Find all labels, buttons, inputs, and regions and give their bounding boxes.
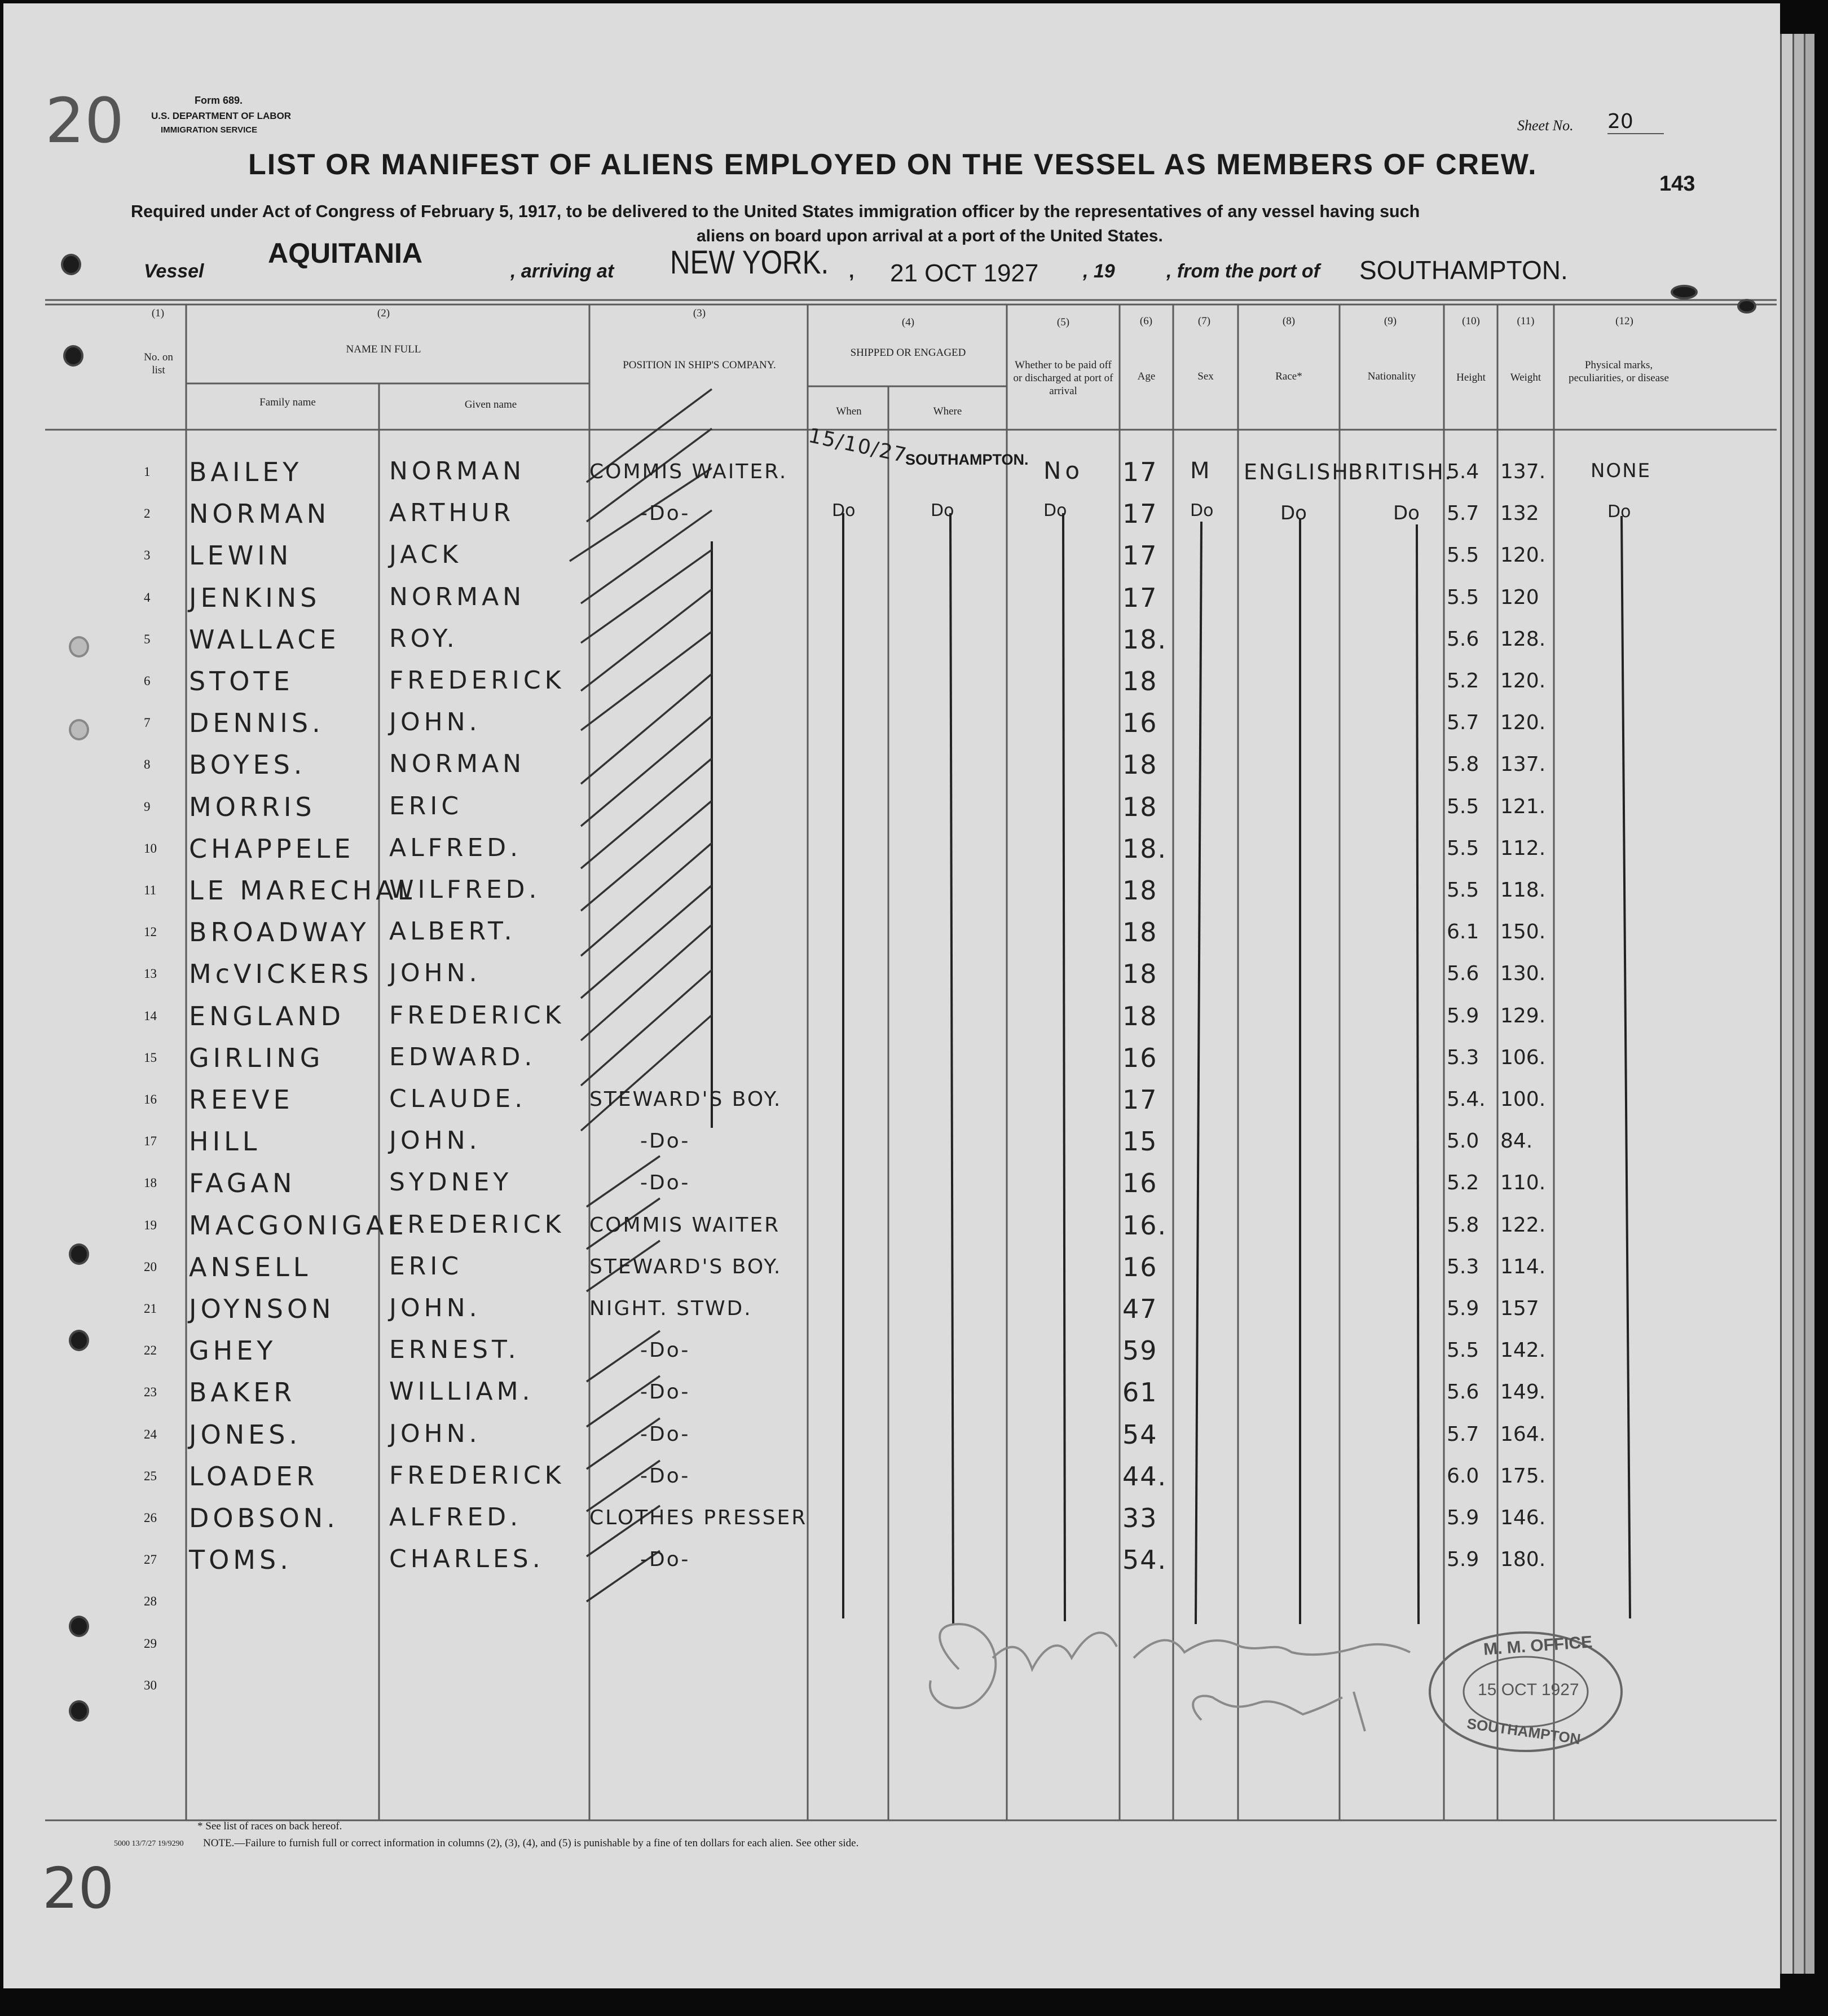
row-number: 25	[144, 1468, 157, 1483]
age: 15	[1122, 1126, 1158, 1157]
given-name: ERIC	[389, 791, 463, 820]
row-number: 9	[144, 799, 151, 814]
row-number: 7	[144, 716, 151, 730]
weight: 112.	[1500, 836, 1546, 860]
col-7-header: Sex	[1197, 370, 1214, 382]
age: 16.	[1122, 1210, 1168, 1241]
vessel-label: Vessel	[144, 261, 204, 282]
family-name: BOYES.	[189, 749, 306, 780]
col-2-given: Given name	[464, 399, 517, 411]
row-number: 12	[144, 925, 157, 939]
weight: 157	[1500, 1297, 1539, 1320]
family-name: REEVE	[189, 1084, 294, 1115]
stamp-port: SOUTHAMPTON	[1465, 1715, 1582, 1748]
age: 33	[1122, 1503, 1158, 1533]
position: -Do-	[640, 1380, 690, 1404]
age: 16	[1122, 708, 1158, 739]
row-number: 5	[144, 632, 151, 646]
position: STEWARD'S BOY.	[589, 1255, 782, 1278]
age: 47	[1122, 1294, 1158, 1324]
position: CLOTHES PRESSER	[589, 1506, 808, 1529]
age: 18	[1122, 917, 1158, 948]
family-name: JENKINS	[189, 582, 321, 613]
age: 18.	[1122, 624, 1168, 655]
height: 5.5	[1447, 836, 1479, 860]
col-8-header: Race*	[1275, 370, 1302, 382]
subtitle-line-2: aliens on board upon arrival at a port of the United States.	[697, 227, 1163, 245]
age: 44.	[1122, 1461, 1168, 1492]
age: 18	[1122, 791, 1158, 822]
col-12-num: (12)	[1615, 315, 1633, 327]
family-name: TOMS.	[189, 1545, 292, 1576]
page-edge	[1804, 34, 1814, 1974]
col-4-when: When	[836, 405, 862, 417]
given-name: ALBERT.	[389, 917, 516, 946]
row-number: 17	[144, 1134, 157, 1149]
age: 16	[1122, 1251, 1158, 1282]
punch-hole	[69, 1330, 89, 1351]
weight: 137.	[1500, 460, 1546, 483]
position: -Do-	[640, 1548, 690, 1572]
col-5-num: (5)	[1056, 316, 1070, 328]
family-name: BAKER	[189, 1377, 296, 1408]
given-name: CLAUDE.	[389, 1084, 527, 1113]
row-number: 18	[144, 1176, 157, 1190]
weight: 120	[1500, 585, 1539, 609]
age: 54.	[1122, 1545, 1168, 1576]
punch-hole	[69, 1700, 89, 1722]
given-name: SYDNEY	[389, 1168, 513, 1197]
age: 18	[1122, 959, 1158, 990]
given-name: JOHN.	[389, 1419, 481, 1448]
height: 5.5	[1447, 544, 1479, 567]
family-name: GHEY	[189, 1335, 277, 1366]
departure-port: SOUTHAMPTON.	[1359, 255, 1568, 285]
family-name: DENNIS.	[189, 708, 324, 739]
col-12-header: Physical marks, peculiarities, or disease	[1569, 359, 1669, 384]
stamp-date: 15 OCT 1927	[1478, 1680, 1579, 1699]
weight: 164.	[1500, 1422, 1546, 1446]
age: 16	[1122, 1042, 1158, 1073]
age: 17	[1122, 1084, 1158, 1115]
punch-hole	[61, 254, 81, 275]
weight: 120.	[1500, 544, 1546, 567]
col-3-header: POSITION IN SHIP'S COMPANY.	[623, 359, 776, 371]
row-number: 10	[144, 841, 157, 855]
ditto-nationality: Do	[1393, 502, 1420, 524]
height: 6.1	[1447, 920, 1479, 944]
height: 5.6	[1447, 1380, 1479, 1404]
ditto-marks: Do	[1607, 502, 1631, 522]
row-number: 6	[144, 674, 151, 688]
height: 5.8	[1447, 753, 1479, 777]
punch-hole	[69, 719, 89, 740]
age: 18.	[1122, 833, 1168, 864]
col-3-num: (3)	[693, 307, 706, 319]
row-number: 28	[144, 1594, 157, 1609]
ditto-paid-off: Do	[1043, 501, 1067, 520]
weight: 118.	[1500, 879, 1546, 902]
footer-note: NOTE.—Failure to furnish full or correct information in columns (2), (3), (4), and (5) is punishable by a fine of ten dollars for each alien. See other side.	[203, 1837, 859, 1849]
nationality: BRITISH.	[1348, 460, 1453, 484]
weight: 128.	[1500, 627, 1546, 651]
row-number: 1	[144, 465, 151, 479]
height: 5.0	[1447, 1130, 1479, 1153]
weight: 146.	[1500, 1506, 1546, 1529]
row-number: 20	[144, 1259, 157, 1274]
row-number: 8	[144, 757, 151, 772]
row-number: 21	[144, 1302, 157, 1316]
row-number: 30	[144, 1678, 157, 1692]
weight: 121.	[1500, 795, 1546, 818]
punch-hole	[63, 345, 83, 367]
given-name: JACK	[389, 540, 462, 570]
col-2-family: Family name	[259, 396, 316, 408]
age: 59	[1122, 1335, 1158, 1366]
age: 17	[1122, 582, 1158, 613]
family-name: LOADER	[189, 1461, 319, 1492]
weight: 114.	[1500, 1255, 1546, 1278]
punch-hole	[69, 636, 89, 658]
weight: 106.	[1500, 1046, 1546, 1069]
row-number: 19	[144, 1217, 157, 1232]
col-5-header: Whether to be paid off or discharged at port of arrival	[1013, 359, 1113, 397]
age: 18	[1122, 875, 1158, 906]
row-number: 2	[144, 506, 151, 521]
col-7-num: (7)	[1197, 315, 1211, 327]
height: 5.8	[1447, 1213, 1479, 1237]
given-name: ROY.	[389, 624, 459, 653]
row-number: 4	[144, 590, 151, 605]
manifest-title: LIST OR MANIFEST OF ALIENS EMPLOYED ON THE VESSEL AS MEMBERS OF CREW.	[248, 148, 1538, 181]
col-10-header: Height	[1456, 372, 1486, 383]
col-1-num: (1)	[151, 307, 165, 319]
weight: 132	[1500, 502, 1539, 526]
shipped-where: SOUTHAMPTON.	[905, 451, 1029, 468]
position: -Do-	[640, 502, 690, 526]
given-name: JOHN.	[389, 959, 481, 988]
physical-marks: NONE	[1591, 460, 1651, 482]
stamp-office: M. M. OFFICE	[1483, 1633, 1593, 1659]
print-code: 5000 13/7/27 19/9290	[114, 1839, 184, 1848]
page-number: 143	[1659, 172, 1695, 196]
row-number: 14	[144, 1008, 157, 1023]
height: 5.5	[1447, 795, 1479, 818]
col-4-num: (4)	[901, 316, 915, 328]
family-name: HILL	[189, 1126, 261, 1157]
weight: 137.	[1500, 753, 1546, 777]
height: 5.4.	[1447, 1088, 1486, 1111]
col-10-num: (10)	[1462, 315, 1480, 327]
weight: 84.	[1500, 1130, 1533, 1153]
given-name: EDWARD.	[389, 1042, 536, 1071]
family-name: BAILEY	[189, 457, 303, 487]
year-label: , 19	[1083, 261, 1115, 282]
given-name: FREDERICK	[389, 1000, 565, 1030]
family-name: LEWIN	[189, 540, 293, 571]
given-name: WILLIAM.	[389, 1377, 534, 1406]
page-edge	[1792, 34, 1804, 1974]
age: 16	[1122, 1168, 1158, 1199]
height: 5.6	[1447, 962, 1479, 986]
weight: 129.	[1500, 1004, 1546, 1027]
family-name: JONES.	[189, 1419, 302, 1450]
service: IMMIGRATION SERVICE	[161, 125, 258, 135]
height: 5.7	[1447, 1422, 1479, 1446]
given-name: FREDERICK	[389, 666, 565, 695]
given-name: NORMAN	[389, 749, 526, 779]
family-name: FAGAN	[189, 1168, 296, 1199]
col-4-where: Where	[933, 405, 962, 417]
position: -Do-	[640, 1422, 690, 1446]
height: 5.2	[1447, 669, 1479, 692]
subtitle-line-1: Required under Act of Congress of February 5, 1917, to be delivered to the United States immigration officer by the representatives of any vessel having such	[131, 202, 1420, 221]
row-number: 26	[144, 1511, 157, 1525]
height: 5.5	[1447, 879, 1479, 902]
shipped-when: 15/10/27	[806, 424, 910, 468]
age: 61	[1122, 1377, 1158, 1408]
height: 5.3	[1447, 1255, 1479, 1278]
family-name: JOYNSON	[189, 1294, 335, 1324]
height: 5.5	[1447, 1339, 1479, 1362]
height: 6.0	[1447, 1464, 1479, 1488]
row-number: 3	[144, 548, 151, 563]
family-name: NORMAN	[189, 499, 331, 530]
family-name: ANSELL	[189, 1251, 312, 1282]
weight: 110.	[1500, 1171, 1546, 1195]
position: STEWARD'S BOY.	[589, 1088, 782, 1111]
sheet-label: Sheet No.	[1517, 117, 1574, 134]
ditto-where: Do	[931, 501, 954, 520]
row-number: 29	[144, 1636, 157, 1651]
height: 5.9	[1447, 1004, 1479, 1027]
weight: 120.	[1500, 711, 1546, 735]
col-2-header: NAME IN FULL	[346, 343, 421, 355]
col-6-num: (6)	[1139, 315, 1153, 327]
department: U.S. DEPARTMENT OF LABOR	[151, 111, 292, 121]
given-name: FREDERICK	[389, 1210, 565, 1239]
punch-hole	[69, 1243, 89, 1265]
weight: 149.	[1500, 1380, 1546, 1404]
ditto-race: Do	[1280, 502, 1307, 524]
col-9-header: Nationality	[1367, 370, 1416, 382]
height: 5.4	[1447, 460, 1479, 483]
position: -Do-	[640, 1464, 690, 1488]
position: COMMIS WAITER	[589, 1213, 781, 1237]
col-8-num: (8)	[1282, 315, 1296, 327]
given-name: FREDERICK	[389, 1461, 565, 1490]
height: 5.9	[1447, 1297, 1479, 1320]
punch-hole	[69, 1616, 89, 1637]
given-name: CHARLES.	[389, 1545, 544, 1574]
given-name: JOHN.	[389, 708, 481, 737]
family-name: LE MARECHAL	[189, 875, 416, 906]
col-11-header: Weight	[1510, 372, 1541, 383]
bottom-left-number: 20	[42, 1855, 114, 1921]
form-number: Form 689.	[195, 95, 243, 106]
age: 17	[1122, 457, 1158, 487]
col-1-header: No. on list	[144, 351, 173, 376]
row-number: 11	[144, 883, 157, 897]
given-name: ALFRED.	[389, 833, 522, 862]
height: 5.5	[1447, 585, 1479, 609]
row-number: 27	[144, 1552, 157, 1567]
arriving-label: , arriving at	[510, 261, 614, 282]
row-number: 13	[144, 967, 157, 981]
row-number: 24	[144, 1427, 157, 1441]
race: ENGLISH	[1244, 460, 1350, 484]
family-name: MACGONIGAL	[189, 1210, 407, 1241]
height: 5.7	[1447, 502, 1479, 526]
port-label: , from the port of	[1166, 261, 1320, 282]
age: 18	[1122, 1000, 1158, 1031]
paid-off: No	[1043, 457, 1084, 484]
age: 54	[1122, 1419, 1158, 1450]
height: 5.7	[1447, 711, 1479, 735]
given-name: ARTHUR	[389, 499, 515, 528]
row-number: 16	[144, 1092, 157, 1106]
family-name: STOTE	[189, 666, 294, 696]
family-name: McVICKERS	[189, 959, 373, 990]
row-number: 23	[144, 1385, 157, 1400]
height: 5.2	[1447, 1171, 1479, 1195]
family-name: WALLACE	[189, 624, 340, 655]
row-number: 15	[144, 1050, 157, 1065]
position: -Do-	[640, 1171, 690, 1195]
age: 17	[1122, 540, 1158, 571]
footnote: * See list of races on back hereof.	[197, 1820, 342, 1832]
position: NIGHT. STWD.	[589, 1297, 752, 1320]
ditto-when: Do	[832, 501, 856, 520]
position: COMMIS WAITER.	[589, 460, 788, 483]
weight: 100.	[1500, 1088, 1546, 1111]
given-name: WILFRED.	[389, 875, 541, 904]
weight: 122.	[1500, 1213, 1546, 1237]
arrival-port: NEW YORK.	[670, 244, 829, 281]
age: 18	[1122, 749, 1158, 780]
family-name: BROADWAY	[189, 917, 370, 948]
given-name: JOHN.	[389, 1126, 481, 1155]
family-name: MORRIS	[189, 791, 316, 822]
age: 18	[1122, 666, 1158, 696]
weight: 130.	[1500, 962, 1546, 986]
family-name: DOBSON.	[189, 1503, 339, 1533]
col-11-num: (11)	[1517, 315, 1535, 327]
given-name: JOHN.	[389, 1294, 481, 1322]
weight: 120.	[1500, 669, 1546, 692]
family-name: ENGLAND	[189, 1000, 345, 1031]
punch-hole	[1671, 285, 1698, 299]
position: -Do-	[640, 1339, 690, 1362]
weight: 150.	[1500, 920, 1546, 944]
weight: 180.	[1500, 1548, 1546, 1572]
weight: 142.	[1500, 1339, 1546, 1362]
height: 5.9	[1447, 1506, 1479, 1529]
ditto-sex: Do	[1190, 501, 1214, 520]
age: 17	[1122, 499, 1158, 530]
position: -Do-	[640, 1130, 690, 1153]
given-name: ALFRED.	[389, 1503, 522, 1532]
corner-number: 20	[45, 85, 124, 157]
vessel-name: AQUITANIA	[268, 237, 423, 269]
col-6-header: Age	[1137, 370, 1156, 382]
col-2-num: (2)	[377, 307, 390, 319]
col-4-header: SHIPPED OR ENGAGED	[850, 347, 966, 359]
comma: ,	[849, 261, 854, 282]
arrival-date: 21 OCT 1927	[890, 259, 1039, 287]
given-name: NORMAN	[389, 457, 526, 486]
family-name: CHAPPELE	[189, 833, 355, 864]
col-9-num: (9)	[1384, 315, 1397, 327]
height: 5.6	[1447, 627, 1479, 651]
given-name: ERNEST.	[389, 1335, 520, 1365]
row-number: 22	[144, 1343, 157, 1358]
page-edge	[1780, 34, 1793, 1974]
given-name: ERIC	[389, 1251, 463, 1281]
sheet-number: 20	[1607, 110, 1664, 134]
weight: 175.	[1500, 1464, 1546, 1488]
height: 5.3	[1447, 1046, 1479, 1069]
height: 5.9	[1447, 1548, 1479, 1572]
punch-hole	[1737, 299, 1756, 314]
family-name: GIRLING	[189, 1042, 324, 1073]
sex: M	[1190, 458, 1214, 484]
given-name: NORMAN	[389, 582, 526, 611]
